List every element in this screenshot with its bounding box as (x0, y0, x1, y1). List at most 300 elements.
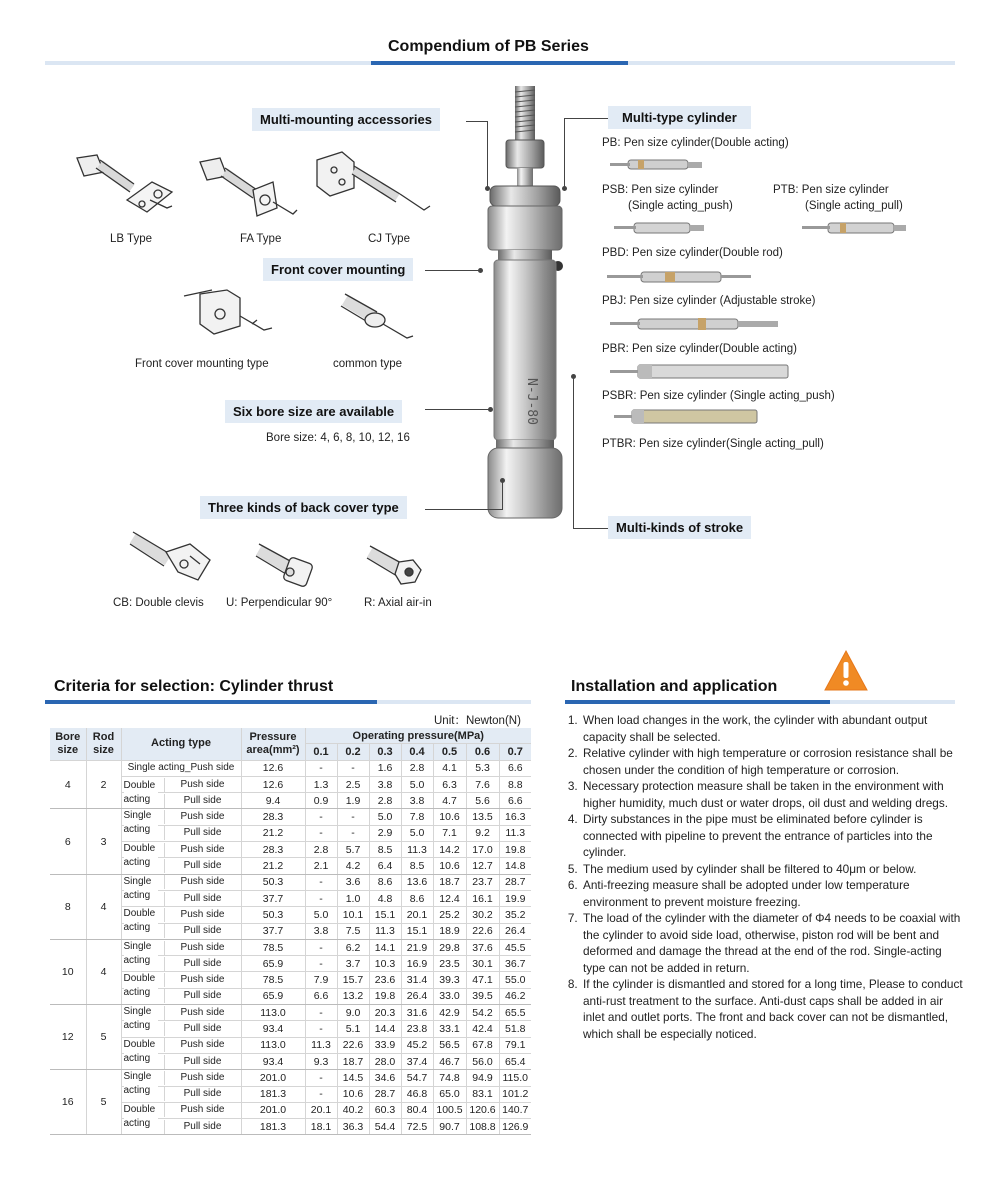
acting-label: Single acting (124, 940, 158, 968)
ptb-image (800, 218, 910, 240)
acting-label: Double acting (124, 842, 158, 870)
header-rule-accent (371, 61, 628, 65)
side-label: Push side (164, 973, 241, 987)
bore-sizes-text: Bore size: 4, 6, 8, 10, 12, 16 (266, 432, 410, 444)
thrust-cell: 19.8 (499, 842, 531, 858)
area-cell: 201.0 (241, 1070, 305, 1086)
thrust-cell: 11.3 (401, 842, 433, 858)
pb-image (608, 154, 718, 176)
pressure-header: 0.3 (369, 744, 401, 760)
thrust-cell: 65.4 (499, 1053, 531, 1069)
thrust-cell: 8.8 (499, 776, 531, 792)
pressure-header: 0.6 (466, 744, 499, 760)
thrust-cell: 29.8 (433, 939, 466, 955)
thrust-cell: 14.5 (337, 1070, 369, 1086)
thrust-cell: 5.6 (466, 793, 499, 809)
thrust-cell: 11.3 (369, 923, 401, 939)
thrust-cell: 7.6 (466, 776, 499, 792)
thrust-cell: 23.7 (466, 874, 499, 890)
thrust-cell: 4.8 (369, 890, 401, 906)
thrust-cell: 23.5 (433, 956, 466, 972)
axial-air-in-label: R: Axial air-in (364, 597, 432, 609)
thrust-cell: 14.4 (369, 1021, 401, 1037)
fa-type-image (195, 150, 305, 230)
fa-type-label: FA Type (240, 233, 282, 245)
table-row (50, 1021, 531, 1037)
psbr-label: PSBR: Pen size cylinder (Single acting_push) (602, 390, 835, 402)
thrust-cell: 35.2 (499, 907, 531, 923)
thrust-cell: 18.1 (305, 1119, 337, 1135)
cj-type-label: CJ Type (368, 233, 410, 245)
area-cell: 93.4 (241, 1053, 305, 1069)
pressure-header: 0.4 (401, 744, 433, 760)
thrust-cell: 1.0 (337, 890, 369, 906)
thrust-cell: 120.6 (466, 1102, 499, 1118)
psb-image (612, 218, 712, 240)
thrust-cell: 56.5 (433, 1037, 466, 1053)
side-label: Pull side (164, 924, 241, 938)
thrust-cell: 8.5 (369, 842, 401, 858)
thrust-cell: 9.3 (305, 1053, 337, 1069)
table-row (50, 923, 531, 939)
list-item: 7. The load of the cylinder with the diameter of Φ4 needs to be coaxial with the cylinder to avoid side load, otherwise, piston rod will be bent and deformed and damage the thread at the end of the rod. Single-acting type can not be added in return. (581, 910, 967, 976)
thrust-cell: 10.6 (337, 1086, 369, 1102)
thrust-cell: 15.7 (337, 972, 369, 988)
thrust-cell: 74.8 (433, 1070, 466, 1086)
thrust-cell: 10.1 (337, 907, 369, 923)
front-cover-mounting-image (182, 286, 282, 356)
thrust-cell: 39.3 (433, 972, 466, 988)
table-row (50, 825, 531, 841)
thrust-cell: 115.0 (499, 1070, 531, 1086)
psb-label: PSB: Pen size cylinder (602, 184, 719, 196)
thrust-cell: 26.4 (401, 988, 433, 1004)
thrust-cell: 8.6 (369, 874, 401, 890)
thrust-cell: 37.4 (401, 1053, 433, 1069)
area-cell: 50.3 (241, 874, 305, 890)
thrust-cell: 3.8 (305, 923, 337, 939)
pressure-header: 0.1 (305, 744, 337, 760)
area-cell: 50.3 (241, 907, 305, 923)
rod-cell: 4 (86, 874, 121, 939)
thrust-cell: 36.3 (337, 1119, 369, 1135)
thrust-cell: 23.8 (401, 1021, 433, 1037)
pressure-header: 0.7 (499, 744, 531, 760)
thrust-cell: 101.2 (499, 1086, 531, 1102)
side-label: Pull side (164, 989, 241, 1003)
thrust-cell: 1.9 (337, 793, 369, 809)
bore-cell: 4 (50, 760, 86, 809)
thrust-cell: 28.7 (499, 874, 531, 890)
thrust-cell: - (305, 1086, 337, 1102)
thrust-cell: 2.1 (305, 858, 337, 874)
pbd-image (605, 266, 755, 288)
area-cell: 28.3 (241, 809, 305, 825)
thrust-cell: 6.2 (337, 939, 369, 955)
thrust-cell: 10.6 (433, 809, 466, 825)
thrust-cell: 2.9 (369, 825, 401, 841)
thrust-cell: 19.8 (369, 988, 401, 1004)
thrust-cell: 72.5 (401, 1119, 433, 1135)
thrust-cell: 14.1 (369, 939, 401, 955)
area-cell: 28.3 (241, 842, 305, 858)
thrust-cell: 20.3 (369, 1005, 401, 1021)
thrust-cell: 60.3 (369, 1102, 401, 1118)
thrust-cell: 65.5 (499, 1005, 531, 1021)
area-cell: 78.5 (241, 972, 305, 988)
rod-cell: 2 (86, 760, 121, 809)
area-cell: 78.5 (241, 939, 305, 955)
thrust-cell: - (305, 825, 337, 841)
table-row (50, 1037, 531, 1053)
thrust-cell: 18.9 (433, 923, 466, 939)
table-row (50, 776, 531, 792)
thrust-cell: 15.1 (401, 923, 433, 939)
table-row (50, 858, 531, 874)
thrust-cell: - (337, 809, 369, 825)
thrust-cell: 6.6 (499, 760, 531, 776)
thrust-cell: 16.3 (499, 809, 531, 825)
area-cell: 113.0 (241, 1005, 305, 1021)
acting-type-cell: Single acting_Push side (121, 760, 241, 776)
thrust-cell: 79.1 (499, 1037, 531, 1053)
thrust-cell: 13.5 (466, 809, 499, 825)
thrust-cell: 65.0 (433, 1086, 466, 1102)
list-item: 3. Necessary protection measure shall be taken in the environment with higher humidity, much dust or water drops, oil dust and welding dregs. (581, 778, 967, 811)
side-label: Pull side (164, 1087, 241, 1101)
acting-label: Single acting (124, 809, 158, 837)
pbj-image (608, 313, 788, 335)
thrust-cell: - (305, 809, 337, 825)
thrust-cell: 20.1 (401, 907, 433, 923)
thrust-cell: 4.2 (337, 858, 369, 874)
thrust-cell: 46.7 (433, 1053, 466, 1069)
rod-cell: 5 (86, 1005, 121, 1070)
thrust-cell: 45.2 (401, 1037, 433, 1053)
thrust-cell: 94.9 (466, 1070, 499, 1086)
thrust-cell: 23.6 (369, 972, 401, 988)
double-clevis-image (128, 530, 218, 596)
thrust-cell: - (305, 760, 337, 776)
callout-multi-type: Multi-type cylinder (608, 106, 751, 129)
thrust-cell: 6.4 (369, 858, 401, 874)
side-label: Pull side (164, 1120, 241, 1134)
thrust-cell: 140.7 (499, 1102, 531, 1118)
thrust-cell: 33.1 (433, 1021, 466, 1037)
thrust-cell: 46.2 (499, 988, 531, 1004)
area-cell: 21.2 (241, 825, 305, 841)
thrust-cell: 40.2 (337, 1102, 369, 1118)
table-row (50, 1070, 531, 1086)
bore-cell: 8 (50, 874, 86, 939)
pbj-label: PBJ: Pen size cylinder (Adjustable stroke) (602, 295, 816, 307)
axial-air-in-image (365, 544, 435, 598)
thrust-cell: - (305, 1005, 337, 1021)
thrust-cell: 21.9 (401, 939, 433, 955)
installation-list (567, 712, 967, 1042)
thrust-cell: 0.9 (305, 793, 337, 809)
thrust-cell: 25.2 (433, 907, 466, 923)
thrust-cell: 5.0 (401, 825, 433, 841)
thrust-cell: 26.4 (499, 923, 531, 939)
thrust-cell: 51.8 (499, 1021, 531, 1037)
thrust-cell: - (305, 1021, 337, 1037)
cj-type-image (312, 140, 442, 230)
thrust-cell: 3.7 (337, 956, 369, 972)
thrust-cell: 3.8 (369, 776, 401, 792)
lb-type-label: LB Type (110, 233, 152, 245)
thrust-cell: 13.2 (337, 988, 369, 1004)
thrust-cell: 31.6 (401, 1005, 433, 1021)
thrust-cell: 34.6 (369, 1070, 401, 1086)
rod-cell: 4 (86, 939, 121, 1004)
thrust-cell: 1.3 (305, 776, 337, 792)
acting-label: Double acting (124, 1038, 158, 1066)
table-row (50, 890, 531, 906)
side-label: Push side (164, 1103, 241, 1117)
table-row (50, 939, 531, 955)
list-item: 6. Anti-freezing measure shall be adopted under low temperature environment to prevent moisture freezing. (581, 877, 967, 910)
area-cell: 37.7 (241, 890, 305, 906)
thrust-cell: - (337, 760, 369, 776)
bore-cell: 12 (50, 1005, 86, 1070)
thrust-cell: 30.1 (466, 956, 499, 972)
thrust-cell: 5.3 (466, 760, 499, 776)
thrust-cell: - (337, 825, 369, 841)
thrust-cell: 47.1 (466, 972, 499, 988)
thrust-cell: 31.4 (401, 972, 433, 988)
table-row (50, 1119, 531, 1135)
header-area: Pressure area(mm²) (241, 728, 305, 760)
pressure-header: 0.5 (433, 744, 466, 760)
install-title: Installation and application (571, 678, 778, 695)
area-cell: 12.6 (241, 760, 305, 776)
callout-multi-mounting: Multi-mounting accessories (252, 108, 440, 131)
thrust-cell: 100.5 (433, 1102, 466, 1118)
ptb-label: PTB: Pen size cylinder (773, 184, 889, 196)
area-cell: 37.7 (241, 923, 305, 939)
thrust-cell: 6.3 (433, 776, 466, 792)
thrust-cell: 2.8 (305, 842, 337, 858)
thrust-cell: 16.9 (401, 956, 433, 972)
thrust-cell: 37.6 (466, 939, 499, 955)
bore-cell: 16 (50, 1070, 86, 1135)
pbr-image (608, 361, 798, 383)
thrust-cell: 11.3 (305, 1037, 337, 1053)
thrust-cell: 5.1 (337, 1021, 369, 1037)
thrust-cell: 30.2 (466, 907, 499, 923)
callout-front-cover: Front cover mounting (263, 258, 413, 281)
side-label: Push side (164, 843, 241, 857)
side-label: Push side (164, 1038, 241, 1052)
thrust-cell: 2.5 (337, 776, 369, 792)
side-label: Push side (164, 1006, 241, 1020)
common-type-label: common type (333, 358, 403, 370)
area-cell: 65.9 (241, 988, 305, 1004)
thrust-cell: 54.7 (401, 1070, 433, 1086)
rod-cell: 3 (86, 809, 121, 874)
thrust-cell: 83.1 (466, 1086, 499, 1102)
double-clevis-label: CB: Double clevis (113, 597, 204, 609)
pressure-header: 0.2 (337, 744, 369, 760)
bore-cell: 10 (50, 939, 86, 1004)
common-type-image (335, 290, 425, 360)
thrust-cell: 80.4 (401, 1102, 433, 1118)
thrust-cell: 5.7 (337, 842, 369, 858)
area-cell: 12.6 (241, 776, 305, 792)
table-row (50, 907, 531, 923)
area-cell: 201.0 (241, 1102, 305, 1118)
list-item: 2. Relative cylinder with high temperature or corrosion resistance shall be chosen under the condition of high temperature or corrosion. (581, 745, 967, 778)
side-label: Pull side (164, 859, 241, 873)
lb-type-image (72, 150, 182, 230)
side-label: Pull side (164, 794, 241, 808)
side-label: Push side (164, 810, 241, 824)
thrust-cell: 16.1 (466, 890, 499, 906)
side-label: Push side (164, 778, 241, 792)
thrust-cell: 7.8 (401, 809, 433, 825)
thrust-cell: 55.0 (499, 972, 531, 988)
perpendicular-label: U: Perpendicular 90° (226, 597, 333, 609)
thrust-cell: 45.5 (499, 939, 531, 955)
area-cell: 93.4 (241, 1021, 305, 1037)
side-label: Pull side (164, 957, 241, 971)
thrust-cell: - (305, 890, 337, 906)
table-row (50, 874, 531, 890)
area-cell: 21.2 (241, 858, 305, 874)
thrust-cell: 36.7 (499, 956, 531, 972)
thrust-cell: 10.6 (433, 858, 466, 874)
thrust-cell: 90.7 (433, 1119, 466, 1135)
acting-label: Double acting (124, 907, 158, 935)
thrust-cell: 14.2 (433, 842, 466, 858)
thrust-cell: - (305, 956, 337, 972)
thrust-cell: 2.8 (369, 793, 401, 809)
table-row (50, 842, 531, 858)
thrust-cell: 42.9 (433, 1005, 466, 1021)
thrust-cell: 108.8 (466, 1119, 499, 1135)
side-label: Push side (164, 941, 241, 955)
pb-label: PB: Pen size cylinder(Double acting) (602, 137, 789, 149)
table-row (50, 760, 531, 776)
thrust-cell: 2.8 (401, 760, 433, 776)
list-item: 1. When load changes in the work, the cylinder with abundant output capacity shall be selected. (581, 712, 967, 745)
side-label: Push side (164, 908, 241, 922)
thrust-cell: 8.6 (401, 890, 433, 906)
thrust-cell: 18.7 (337, 1053, 369, 1069)
thrust-cell: 28.0 (369, 1053, 401, 1069)
table-row (50, 809, 531, 825)
header-rod: Rod size (86, 728, 121, 760)
thrust-cell: 8.5 (401, 858, 433, 874)
thrust-cell: 39.5 (466, 988, 499, 1004)
area-cell: 113.0 (241, 1037, 305, 1053)
warning-icon (823, 648, 869, 694)
thrust-cell: 56.0 (466, 1053, 499, 1069)
acting-label: Single acting (124, 1070, 158, 1098)
thrust-cell: - (305, 874, 337, 890)
thrust-cell: 7.5 (337, 923, 369, 939)
thrust-cell: 54.2 (466, 1005, 499, 1021)
thrust-cell: 11.3 (499, 825, 531, 841)
thrust-cell: 4.7 (433, 793, 466, 809)
ptbr-label: PTBR: Pen size cylinder(Single acting_pull) (602, 438, 824, 450)
thrust-cell: 18.7 (433, 874, 466, 890)
callout-back-cover: Three kinds of back cover type (200, 496, 407, 519)
thrust-cell: 22.6 (337, 1037, 369, 1053)
thrust-cell: 54.4 (369, 1119, 401, 1135)
side-label: Push side (164, 1071, 241, 1085)
side-label: Pull side (164, 826, 241, 840)
thrust-cell: - (305, 939, 337, 955)
thrust-cell: 42.4 (466, 1021, 499, 1037)
callout-six-bore: Six bore size are available (225, 400, 402, 423)
acting-label: Double acting (124, 779, 158, 807)
header-acting: Acting type (121, 728, 241, 760)
side-label: Push side (164, 875, 241, 889)
pbd-label: PBD: Pen size cylinder(Double rod) (602, 247, 783, 259)
thrust-cell: 22.6 (466, 923, 499, 939)
table-row (50, 1053, 531, 1069)
thrust-unit: Unit：Newton(N) (434, 715, 521, 727)
thrust-cell: 67.8 (466, 1037, 499, 1053)
thrust-cell: 4.1 (433, 760, 466, 776)
page-title: Compendium of PB Series (388, 38, 589, 55)
list-item: 8. If the cylinder is dismantled and stored for a long time, Please to conduct anti-rust treatment to the surface. Anti-dust caps shall be added in air inlet and outlet ports. The front and back cover can not be dismantled, which shall be especially noticed. (581, 976, 967, 1042)
thrust-cell: 5.0 (369, 809, 401, 825)
thrust-cell: 28.7 (369, 1086, 401, 1102)
perpendicular-image (254, 542, 324, 598)
cylinder-marking-text: N-J-80 (524, 378, 539, 425)
thrust-cell: - (305, 1070, 337, 1086)
bore-cell: 6 (50, 809, 86, 874)
area-cell: 181.3 (241, 1119, 305, 1135)
thrust-cell: 126.9 (499, 1119, 531, 1135)
thrust-cell: 6.6 (305, 988, 337, 1004)
header-bore: Bore size (50, 728, 86, 760)
list-item: 4. Dirty substances in the pipe must be eliminated before cylinder is connected with pipeline to prevent the entrance of particles into the cylinder. (581, 811, 967, 861)
thrust-cell: 12.4 (433, 890, 466, 906)
thrust-cell: 1.6 (369, 760, 401, 776)
acting-label: Double acting (124, 972, 158, 1000)
thrust-table (50, 728, 531, 1135)
thrust-cell: 13.6 (401, 874, 433, 890)
pbr-label: PBR: Pen size cylinder(Double acting) (602, 343, 797, 355)
thrust-cell: 6.6 (499, 793, 531, 809)
table-row (50, 988, 531, 1004)
area-cell: 65.9 (241, 956, 305, 972)
thrust-cell: 5.0 (305, 907, 337, 923)
thrust-cell: 10.3 (369, 956, 401, 972)
thrust-cell: 7.1 (433, 825, 466, 841)
thrust-cell: 46.8 (401, 1086, 433, 1102)
ptb-sub-label: (Single acting_pull) (805, 200, 903, 212)
side-label: Pull side (164, 1022, 241, 1036)
acting-label: Single acting (124, 875, 158, 903)
thrust-cell: 3.8 (401, 793, 433, 809)
table-row (50, 972, 531, 988)
thrust-cell: 9.0 (337, 1005, 369, 1021)
thrust-cell: 33.9 (369, 1037, 401, 1053)
thrust-cell: 7.9 (305, 972, 337, 988)
thrust-cell: 12.7 (466, 858, 499, 874)
thrust-cell: 3.6 (337, 874, 369, 890)
front-cover-mounting-label: Front cover mounting type (135, 358, 269, 370)
side-label: Pull side (164, 892, 241, 906)
table-row (50, 1102, 531, 1118)
callout-multi-stroke: Multi-kinds of stroke (608, 516, 751, 539)
thrust-cell: 33.0 (433, 988, 466, 1004)
